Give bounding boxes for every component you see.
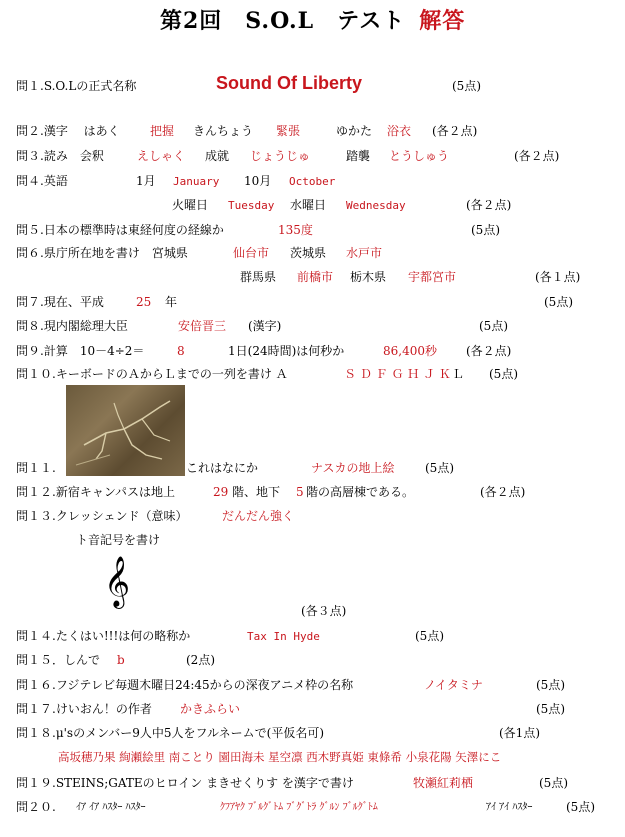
q3-points: (各２点) xyxy=(514,149,560,163)
page-title xyxy=(160,10,465,32)
q10-points: (5点) xyxy=(489,367,518,381)
q19-answer: 牧瀬紅莉栖 xyxy=(413,776,474,790)
q12-answer-1: 29 xyxy=(213,485,229,499)
q20-label: 問２０. xyxy=(16,800,56,814)
q4-answer-3: Tuesday xyxy=(228,199,275,212)
q6-answer-1: 仙台市 xyxy=(233,246,270,260)
q12-answer-2: 5 xyxy=(296,485,304,499)
q7-label: 問７.現在、平成 xyxy=(16,295,104,309)
q4-answer-1: January xyxy=(173,175,220,188)
q11-answer: ナスカの地上絵 xyxy=(311,461,395,475)
nazca-bird-figure-icon xyxy=(66,385,185,476)
q6-answer-2: 水戸市 xyxy=(346,246,383,260)
q3-answer-2: じょうじゅ xyxy=(250,149,311,163)
q4-word-2: 10月 xyxy=(244,174,272,188)
q5-points: (5点) xyxy=(471,223,500,237)
q4-answer-4: Wednesday xyxy=(346,199,406,212)
q6-word-2: 茨城県 xyxy=(290,246,327,260)
q4-word-4: 水曜日 xyxy=(290,198,327,212)
q6-answer-3: 前橋市 xyxy=(297,270,334,284)
q20-word-1: ｲｱ ｲｱ ﾊｽﾀｰ ﾊｽﾀｰ xyxy=(76,802,146,813)
q3-label: 問３.読み 会釈 xyxy=(16,149,104,163)
q14-points: (5点) xyxy=(415,629,444,643)
q15-answer: b xyxy=(117,653,125,667)
q10-end: Ｌ xyxy=(452,367,465,381)
q12-end: 階の高層棟である。 xyxy=(306,485,415,499)
q11-text: これはなにか xyxy=(186,461,259,475)
nazca-lines-photo xyxy=(66,385,185,476)
q11-points: (5点) xyxy=(425,461,454,475)
q4-word-3: 火曜日 xyxy=(172,198,209,212)
q8-note: (漢字) xyxy=(248,319,282,333)
q1-label: 問１.S.O.Lの正式名称 xyxy=(16,79,137,93)
q15-label: 問１５．しんで xyxy=(16,653,101,667)
q2-word-2: きんちょう xyxy=(193,124,254,138)
q19-points: (5点) xyxy=(539,776,568,790)
q9-word-2: 1日(24時間)は何秒か xyxy=(228,344,345,358)
q7-suffix: 年 xyxy=(165,295,178,309)
q17-answer: かきふらい xyxy=(180,702,241,716)
q18-answer: 高坂穂乃果 絢瀬絵里 南ことり 園田海未 星空凛 西木野真姫 東條希 小泉花陽 矢澤にこ xyxy=(58,750,502,764)
q16-answer: ノイタミナ xyxy=(424,678,483,692)
q15-points: (2点) xyxy=(186,653,215,667)
q6-word-4: 栃木県 xyxy=(350,270,387,284)
q2-answer-3: 浴衣 xyxy=(387,124,412,138)
q2-points: (各２点) xyxy=(432,124,478,138)
q8-label: 問８.現内閣総理大臣 xyxy=(16,319,128,333)
q6-word-3: 群馬県 xyxy=(240,270,277,284)
q4-label: 問４.英語 xyxy=(16,174,68,188)
q7-points: (5点) xyxy=(544,295,573,309)
q8-answer: 安倍晋三 xyxy=(178,319,227,333)
q20-points: (5点) xyxy=(566,800,595,814)
q4-answer-2: October xyxy=(289,175,336,188)
q14-answer: Tax In Hyde xyxy=(247,630,320,643)
q14-label: 問１４.たくはい!!!は何の略称か xyxy=(16,629,191,643)
q16-label: 問１６.フジテレビ毎週木曜日24:45からの深夜アニメ枠の名称 xyxy=(16,678,354,692)
q4-points: (各２点) xyxy=(466,198,512,212)
q18-label: 問１８.μ'sのメンバー9人中5人をフルネームで(平仮名可) xyxy=(16,726,325,740)
q12-points: (各２点) xyxy=(480,485,526,499)
q12-mid: 階、地下 xyxy=(232,485,281,499)
q18-points: (各1点) xyxy=(499,726,540,740)
q3-answer-3: とうしゅう xyxy=(389,149,450,163)
q10-answer: Ｓ Ｄ Ｆ Ｇ Ｈ Ｊ Ｋ xyxy=(344,367,451,381)
q9-label: 問９.計算 10－4÷2＝ xyxy=(16,344,145,358)
q4-word-1: 1月 xyxy=(136,174,156,188)
q6-points: (各１点) xyxy=(535,270,581,284)
q10-label: 問１０.キーボードのＡからＬまでの一列を書け Ａ xyxy=(16,367,288,381)
q13-sub: ト音記号を書け xyxy=(76,533,161,547)
q3-word-3: 踏襲 xyxy=(346,149,371,163)
title-answer: 解答 xyxy=(419,8,466,34)
q17-label: 問１７.けいおん！の作者 xyxy=(16,702,152,716)
q3-answer-1: えしゃく xyxy=(137,149,186,163)
q5-label: 問５.日本の標準時は東経何度の経線か xyxy=(16,223,224,237)
q1-points: (5点) xyxy=(452,79,481,93)
q2-word-3: ゆかた xyxy=(336,124,373,138)
q6-answer-4: 宇都宮市 xyxy=(408,270,457,284)
q13-points: (各３点) xyxy=(301,604,347,618)
q9-points: (各２点) xyxy=(466,344,512,358)
q1-answer: Sound Of Liberty xyxy=(216,73,362,93)
q2-label: 問２.漢字 はあく xyxy=(16,124,120,138)
q5-answer: 135度 xyxy=(278,223,313,237)
treble-clef-icon: 𝄞 xyxy=(104,556,131,607)
q17-points: (5点) xyxy=(536,702,565,716)
q13-label: 問１３.クレッシェンド（意味） xyxy=(16,509,188,523)
q11-label: 問１１. xyxy=(16,461,56,475)
q2-answer-2: 緊張 xyxy=(276,124,301,138)
q8-points: (5点) xyxy=(479,319,508,333)
q7-answer: 25 xyxy=(136,295,152,309)
q13-answer: だんだん強く xyxy=(222,509,295,523)
q9-answer-1: 8 xyxy=(177,344,185,358)
q20-word-2: ｱｲ ｱｲ ﾊｽﾀｰ xyxy=(486,802,533,813)
q19-label: 問１９.STEINS;GATEのヒロイン まきせくりす を漢字で書け xyxy=(16,776,354,790)
q9-answer-2: 86,400秒 xyxy=(383,344,437,358)
q2-answer-1: 把握 xyxy=(150,124,175,138)
q6-label: 問６.県庁所在地を書け 宮城県 xyxy=(16,246,188,260)
q20-answer: ｸﾌｱﾔｸ ﾌﾞﾙｸﾞﾄﾑ ﾌﾞｸﾞﾄﾗ ｸﾞﾙﾝ ﾌﾞﾙｸﾞﾄﾑ xyxy=(220,802,378,813)
q16-points: (5点) xyxy=(536,678,565,692)
q12-label: 問１２.新宿キャンパスは地上 xyxy=(16,485,175,499)
q3-word-2: 成就 xyxy=(205,149,230,163)
title-main: 第2回 S.O.L テスト xyxy=(160,8,406,34)
